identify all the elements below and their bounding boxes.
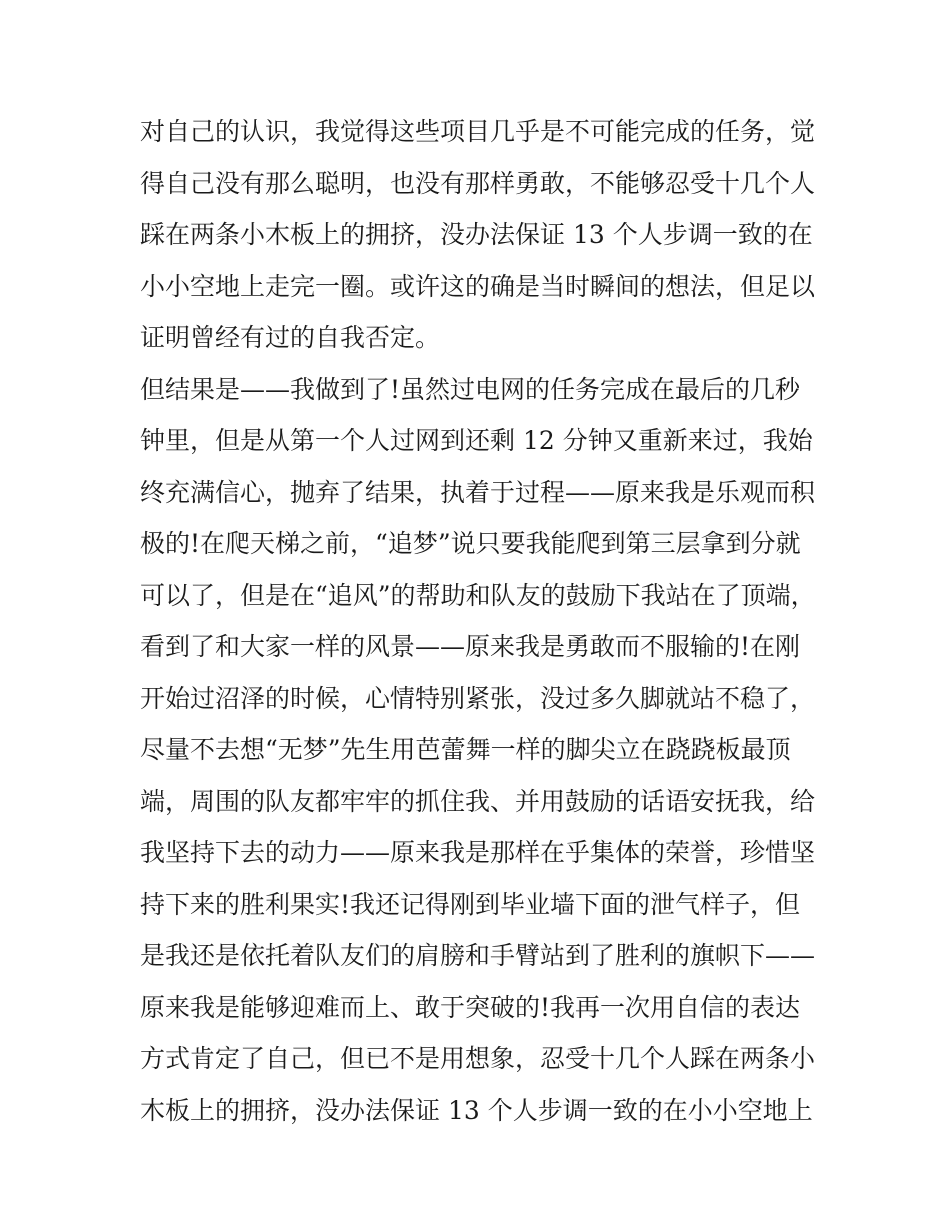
- text-line-14: 端，周围的队友都牢牢的抓住我、并用鼓励的话语安抚我，给: [140, 786, 816, 816]
- text-line-11: 看到了和大家一样的风景——原来我是勇敢而不服输的!在刚: [140, 632, 801, 661]
- text-line-10: 可以了，但是在“追风”的帮助和队友的鼓励下我站在了顶端，: [140, 580, 816, 610]
- text-line-20: 木板上的拥挤，没办法保证 13 个人步调一致的在小小空地上: [140, 1095, 813, 1125]
- text-line-5: 证明曾经有过的自我否定。: [140, 323, 441, 352]
- text-line-13: 尽量不去想“无梦”先生用芭蕾舞一样的脚尖立在跷跷板最顶: [140, 735, 791, 764]
- text-line-2: 得自己没有那么聪明，也没有那样勇敢，不能够忍受十几个人: [140, 168, 816, 198]
- text-line-17: 是我还是依托着队友们的肩膀和手臂站到了胜利的旗帜下——: [140, 941, 816, 970]
- text-line-18: 原来我是能够迎难而上、敢于突破的!我再一次用自信的表达: [140, 992, 801, 1022]
- text-line-19: 方式肯定了自己，但已不是用想象，忍受十几个人踩在两条小: [140, 1044, 816, 1073]
- text-line-3: 踩在两条小木板上的拥挤，没办法保证 13 个人步调一致的在: [140, 220, 813, 249]
- text-line-16: 持下来的胜利果实!我还记得刚到毕业墙下面的泄气样子，但: [140, 889, 801, 919]
- text-line-8: 终充满信心，抛弃了结果，执着于过程——原来我是乐观而积: [140, 477, 816, 507]
- text-line-1: 对自己的认识，我觉得这些项目几乎是不可能完成的任务，觉: [140, 117, 816, 146]
- text-line-7: 钟里，但是从第一个人过网到还剩 12 分钟又重新来过，我始: [140, 426, 813, 455]
- text-line-9: 极的!在爬天梯之前，“追梦”说只要我能爬到第三层拿到分就: [140, 529, 801, 558]
- text-line-12: 开始过沼泽的时候，心情特别紧张，没过多久脚就站不稳了，: [140, 683, 816, 713]
- text-line-6: 但结果是——我做到了!虽然过电网的任务完成在最后的几秒: [140, 374, 801, 404]
- text-line-4: 小小空地上走完一圈。或许这的确是当时瞬间的想法，但足以: [140, 271, 816, 301]
- body-text: [140, 106, 820, 1136]
- text-line-15: 我坚持下去的动力——原来我是那样在乎集体的荣誉，珍惜坚: [140, 838, 816, 867]
